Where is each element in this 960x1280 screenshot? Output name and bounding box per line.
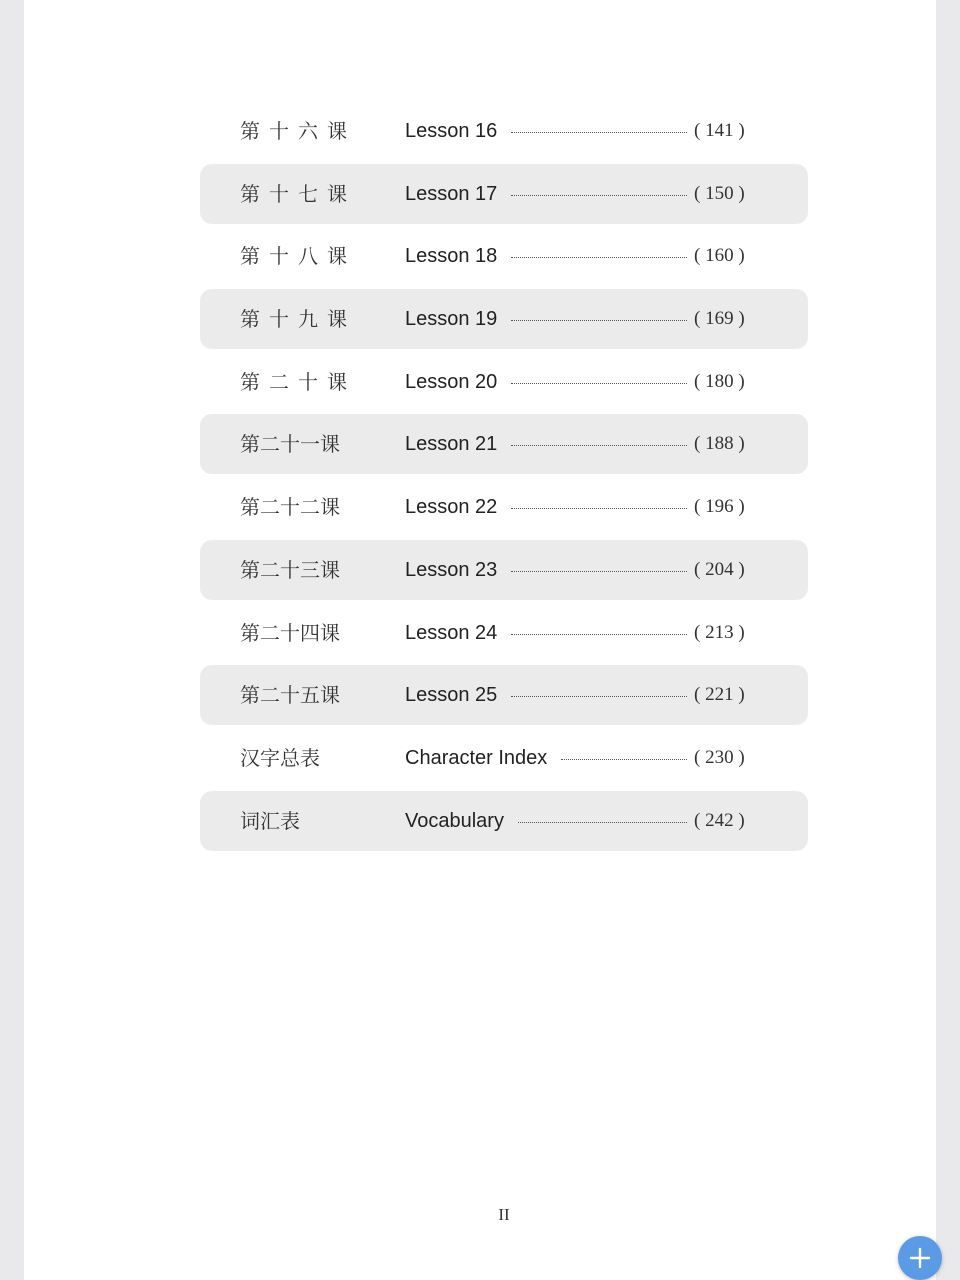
toc-entry-page-number: ( 213 ) — [694, 621, 745, 643]
toc-entry-chinese-title: 第十七课 — [240, 181, 356, 206]
toc-entry-chinese-title: 第二十一课 — [240, 432, 340, 457]
toc-entry-chinese-title: 第十八课 — [240, 244, 356, 269]
toc-entry-english-title: Lesson 24 — [405, 621, 498, 644]
toc-entry[interactable] — [200, 477, 808, 537]
toc-entry[interactable] — [200, 226, 808, 286]
add-button[interactable] — [898, 1236, 942, 1280]
table-of-contents — [200, 101, 808, 853]
toc-leader-dots — [511, 508, 687, 509]
toc-entry-english-title: Lesson 23 — [405, 558, 498, 581]
page-number: II — [498, 1205, 510, 1224]
toc-entry-page-number: ( 141 ) — [694, 120, 745, 141]
toc-entry[interactable] — [200, 665, 808, 725]
toc-entry[interactable] — [200, 603, 808, 663]
toc-entry-chinese-title: 第二十五课 — [240, 683, 340, 708]
toc-entry-chinese-title: 第二十三课 — [240, 557, 340, 582]
toc-entry[interactable] — [200, 728, 808, 788]
toc-entry-chinese-title: 第二十课 — [240, 369, 356, 394]
toc-entry-page-number: ( 150 ) — [694, 182, 745, 204]
toc-entry-english-title: Lesson 20 — [405, 370, 498, 393]
toc-entry-english-title: Lesson 17 — [405, 182, 498, 205]
toc-entry-english-title: Lesson 19 — [405, 308, 498, 331]
toc-leader-dots — [511, 634, 687, 635]
toc-entry[interactable] — [200, 540, 808, 600]
toc-entry-english-title: Character Index — [405, 746, 548, 769]
toc-leader-dots — [511, 132, 687, 133]
toc-entry-english-title: Vocabulary — [405, 809, 504, 832]
toc-entry[interactable] — [200, 414, 808, 474]
toc-entry-page-number: ( 242 ) — [694, 809, 745, 831]
toc-entry-english-title: Lesson 21 — [405, 433, 498, 456]
toc-entry-page-number: ( 196 ) — [694, 496, 745, 518]
toc-entry[interactable] — [200, 352, 808, 412]
toc-entry[interactable] — [200, 164, 808, 224]
toc-entry-english-title: Lesson 16 — [405, 120, 498, 142]
toc-entry-chinese-title: 汉字总表 — [240, 745, 320, 770]
toc-leader-dots — [561, 759, 687, 760]
toc-entry-english-title: Lesson 22 — [405, 496, 498, 519]
toc-entry[interactable] — [200, 101, 808, 161]
toc-entry-page-number: ( 230 ) — [694, 746, 745, 768]
toc-entry-chinese-title: 第二十四课 — [240, 620, 340, 645]
toc-leader-dots — [511, 383, 687, 384]
toc-leader-dots — [511, 320, 687, 321]
toc-entry-page-number: ( 160 ) — [694, 245, 745, 267]
toc-leader-dots — [511, 257, 687, 258]
toc-entry[interactable] — [200, 289, 808, 349]
toc-entry[interactable] — [200, 791, 808, 851]
toc-entry-english-title: Lesson 25 — [405, 684, 498, 707]
toc-leader-dots — [518, 822, 687, 823]
toc-leader-dots — [511, 445, 687, 446]
toc-leader-dots — [511, 195, 687, 196]
toc-leader-dots — [511, 571, 687, 572]
toc-entry-chinese-title: 词汇表 — [240, 808, 300, 833]
plus-icon — [908, 1246, 932, 1270]
toc-entry-chinese-title: 第二十二课 — [240, 495, 340, 520]
toc-entry-page-number: ( 180 ) — [694, 370, 745, 392]
toc-entry-english-title: Lesson 18 — [405, 245, 498, 268]
toc-entry-page-number: ( 188 ) — [694, 433, 745, 455]
toc-entry-chinese-title: 第十九课 — [240, 307, 356, 332]
toc-entry-page-number: ( 204 ) — [694, 558, 745, 580]
toc-entry-chinese-title: 第十六课 — [240, 119, 356, 143]
toc-entry-page-number: ( 221 ) — [694, 684, 745, 706]
document-page — [24, 0, 936, 1280]
toc-leader-dots — [511, 696, 687, 697]
toc-entry-page-number: ( 169 ) — [694, 308, 745, 330]
